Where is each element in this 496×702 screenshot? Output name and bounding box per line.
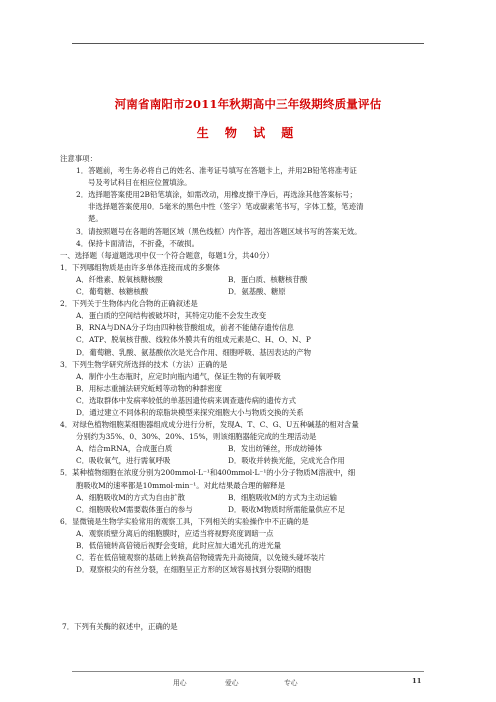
question-3-option-b: B．用标志重捕法研究蚯蚓等动物的种群密度: [76, 383, 222, 393]
notice-heading: 注意事项：: [60, 154, 97, 163]
question-3-option-a: A．制作小生态瓶时，应定时向瓶内通气，保证生物的有氧呼吸: [76, 371, 281, 381]
header-rule: [72, 43, 424, 44]
question-4-options-cd: [60, 455, 440, 467]
document-title: 河南省南阳市2011年秋期高中三年级期终质量评估: [114, 97, 382, 111]
notice-item-2-line-1: 2．选择题答案使用2B铅笔填涂，如需改动，用橡皮擦干净后，再选涂其他答案标号；: [76, 190, 357, 200]
exam-body: [60, 153, 440, 576]
notice-item-2-line-3: 楚。: [88, 214, 103, 224]
question-6-option-c: C．若在低倍镜观察的基础上转换高倍物镜需先升高镜筒，以免镜头碰坏装片: [76, 553, 326, 563]
question-6-option-a: A．观察质壁分离后的细胞膜时，应适当将视野亮度调暗一点: [76, 528, 274, 538]
question-5-option-b: B．细胞吸收M的方式为主动运输: [228, 492, 338, 502]
notice-item-1-line-1: 1．答题前，考生务必将自己的姓名、准考证号填写在答题卡上，并用2B铅笔将准考证: [76, 166, 357, 176]
question-2-option-d: D．葡萄糖、乳酸、氨基酸依次是光合作用、细胞呼吸、基因表达的产物: [76, 347, 312, 357]
question-1-options-ab: [60, 274, 440, 286]
question-3-stem: 3．下列生物学研究所选择的技术（方法）正确的是: [60, 359, 228, 369]
section-heading: 一、选择题（每道题选项中仅一个符合题意，每题1分，共40分）: [60, 250, 274, 260]
notice-item-3: 3．请按照题号在各题的答题区域（黑色线框）内作答，超出答题区域书写的答案无效。: [76, 226, 362, 236]
page-number: 11: [412, 677, 422, 685]
question-3-option-c: C．选取群体中发病率较低的单基因遗传病来调查遗传病的遗传方式: [76, 395, 296, 405]
question-5-options-ab: [60, 492, 440, 504]
question-5-option-c: C．细胞吸收M需要载体蛋白的参与: [76, 504, 193, 514]
question-1-option-b: B．蛋白质、核糖核苷酸: [228, 274, 308, 284]
question-4-option-a: A．结合mRNA，合成蛋白质: [76, 444, 173, 454]
question-4-options-ab: [60, 443, 440, 455]
question-4-option-d: D．吸收并转换光能，完成光合作用: [228, 456, 345, 466]
question-2-option-c: C．ATP、脱氧核苷酸、线粒体外膜共有的组成元素是C、H、O、N、P: [76, 335, 311, 345]
question-5-stem-line-1: 5．某种植物细胞在浓度分别为200mmol·L⁻¹和400mmol·L⁻¹的小分子物质M溶液中，细: [60, 468, 356, 478]
footer-word-3: 专心: [284, 679, 298, 687]
footer-word-1: 用心: [173, 679, 187, 687]
document-subtitle: 生 物 试 题: [196, 126, 300, 140]
notice-item-1-line-2: 号及考试科目在相应位置填涂。: [88, 178, 192, 188]
footer-rule: [72, 671, 424, 672]
question-2-option-b: B．RNA与DNA分子均由四种核苷酸组成，前者不能储存遗传信息: [76, 323, 294, 333]
question-4-stem-line-1: 4．对绿色植物细胞某细胞器组成成分进行分析，发现A、T、C、G、U五种碱基的相对含量: [60, 420, 359, 430]
question-5-stem-line-2: 胞吸收M的速率都是10mmol·min⁻¹。对此结果最合理的解释是: [76, 480, 285, 490]
notice-item-2-line-2: 非选择题答案使用0．5毫米的黑色中性（签字）笔或碳素笔书写，字体工整，笔迹清: [88, 202, 364, 212]
question-4-option-b: B．发出纺锤丝，形成纺锤体: [228, 444, 323, 454]
question-3-option-d: D．通过建立不同体积的琼脂块模型来探究细胞大小与物质交换的关系: [76, 407, 304, 417]
question-1-option-c: C．葡萄糖、核糖核酸: [76, 287, 149, 297]
question-5-option-d: D．吸收M物质时所需能量供应不足: [228, 504, 345, 514]
question-1-option-d: D．氨基酸、糖原: [228, 287, 286, 297]
question-4-option-c: C．吸收氧气，进行需氧呼吸: [76, 456, 171, 466]
question-1-stem: 1．下列哪组物质是由许多单体连接而成的多聚体: [60, 262, 220, 272]
question-1-options-cd: [60, 286, 440, 298]
question-1-option-a: A．纤维素、脱氧核糖核酸: [76, 274, 163, 284]
question-7-stem: 7．下列有关酶的叙述中，正确的是: [62, 622, 178, 631]
question-2-option-a: A．蛋白质的空间结构被破坏时，其特定功能不会发生改变: [76, 311, 267, 321]
question-5-options-cd: [60, 504, 440, 516]
question-6-stem: 6．显微镜是生物学实验常用的观察工具，下列相关的实验操作中不正确的是: [60, 516, 309, 526]
footer-word-2: 爱心: [225, 679, 239, 687]
notice-item-4: 4．保持卡面清洁，不折叠，不破损。: [76, 238, 199, 248]
question-2-stem: 2．下列关于生物体内化合物的正确叙述是: [60, 299, 198, 309]
question-6-option-d: D．观察根尖的有丝分裂，在细胞呈正方形的区域容易找到分裂期的细胞: [76, 565, 312, 575]
question-6-option-b: B．低倍镜转高倍镜后视野会变暗，此时应加大通光孔的进光量: [76, 541, 281, 550]
question-5-option-a: A．细胞吸收M的方式为自由扩散: [76, 492, 185, 502]
question-4-stem-line-2: 分别约为35%、0、30%、20%、15%，则该细胞器能完成的生理活动是: [76, 432, 317, 442]
